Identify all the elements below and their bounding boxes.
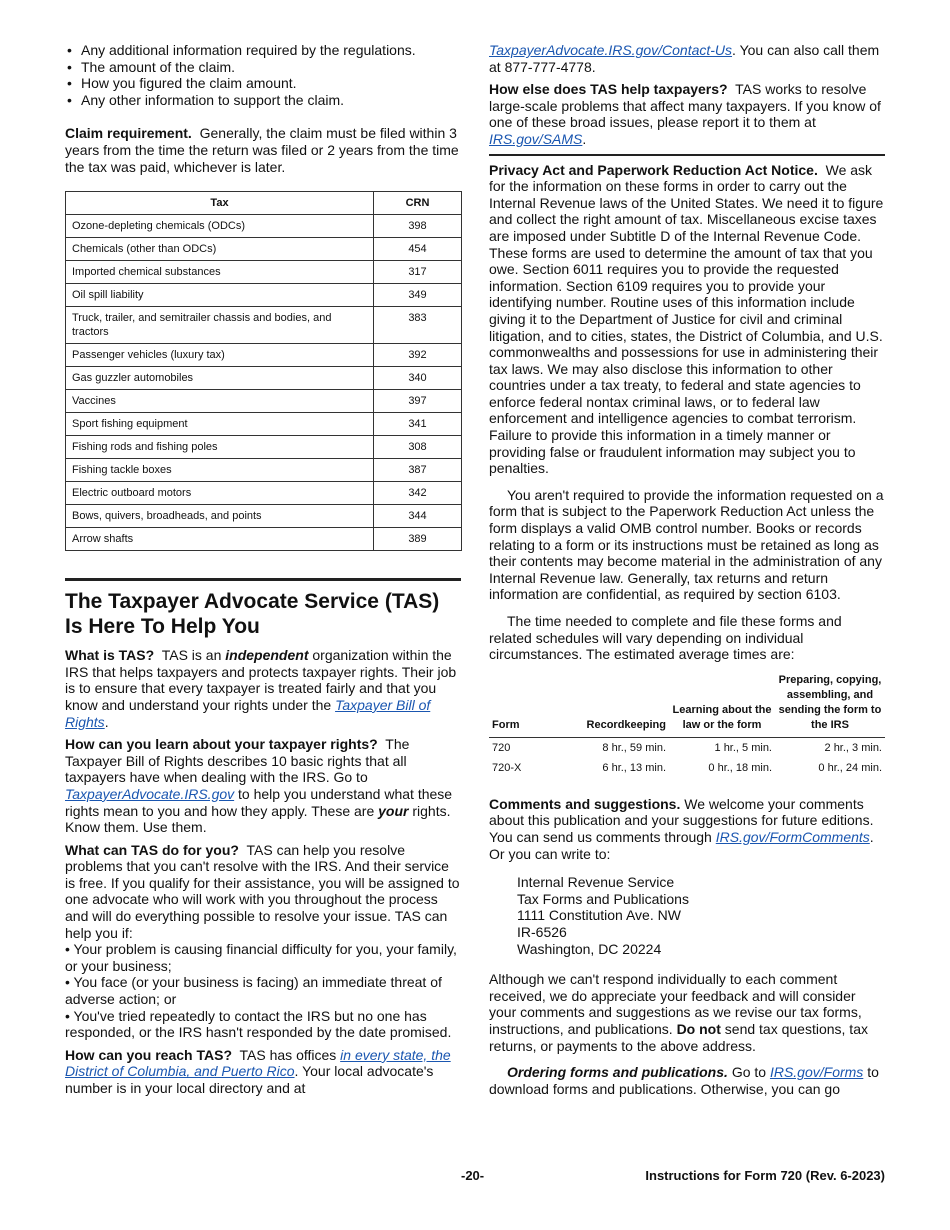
table-row: Arrow shafts 389	[66, 528, 462, 551]
reach-tas-paragraph: How can you reach TAS? TAS has offices in every state, the District of Columbia, and Puerto Rico. Your local advocate's number is in your local directory and at	[65, 1046, 451, 1096]
paperwork-paragraph: You aren't required to provide the information requested on a form that is subject to the Paperwork Reduction Act unless the form displays a valid OMB control number. Books or records relating to a form or its instructions must be retained as long as their contents may become material in the administration of any Internal Revenue law. Generally, tax returns and return information are confidential, as required by section 6103.	[489, 486, 884, 603]
table-row: Chemicals (other than ODCs) 454	[66, 238, 462, 261]
ordering-paragraph: Ordering forms and publications. Go to IRS.gov/Forms to download forms and publications. Otherwise, you can go	[489, 1064, 879, 1097]
table-row: Passenger vehicles (luxury tax) 392	[66, 344, 462, 367]
time-paragraph: The time needed to complete and file these forms and related schedules will vary depending on individual circumstances. The estimated average times are:	[489, 613, 842, 663]
what-can-tas-do-paragraph: What can TAS do for you? TAS can help you resolve problems that you can't resolve with the IRS. And their service is free. If you qualify for their assistance, you will be assigned to one advocate who will work with you throughout the process and will do everything possible to resolve your issue. TAS can help you if:	[65, 841, 460, 941]
table-row: Truck, trailer, and semitrailer chassis and bodies, and tractors 383	[66, 307, 462, 344]
section-divider	[489, 154, 885, 156]
sams-link[interactable]: IRS.gov/SAMS	[489, 130, 583, 147]
table-header-row: Form Recordkeeping Learning about the law or the form Preparing, copying, assembling, and sending the form to the IRS	[489, 671, 885, 738]
table-row: Bows, quivers, broadheads, and points 344	[66, 505, 462, 528]
else-help-paragraph: How else does TAS help taxpayers? TAS works to resolve large-scale problems that affect many taxpayers. If you know of one of these broad issues, please report it to them at IRS.gov/SAMS.	[489, 81, 881, 147]
tas-heading: The Taxpayer Advocate Service (TAS) Is Here To Help You	[65, 590, 440, 639]
claim-info-list	[65, 42, 461, 108]
list-item: • Any other information to support the claim.	[65, 92, 461, 109]
taxpayer-bill-of-rights-link[interactable]: Taxpayer Bill of Rights	[65, 696, 431, 730]
list-item: • How you figured the claim amount.	[65, 75, 461, 92]
privacy-paragraph: Privacy Act and Paperwork Reduction Act Notice. We ask for the information on these forms in order to carry out the Internal Revenue laws of the United States. We need it to figure and collect the right amount of tax. Miscellaneous excise taxes are imposed under Subtitle D of the Internal Revenue Code. These forms are used to determine the amount of tax that you owe. Section 6011 requires you to provide the requested information. Section 6109 requires you to provide your identifying number. Routine uses of this information include giving it to the Department of Justice for civil and criminal litigation, and to cities, states, the District of Columbia, and U.S. commonwealths and possessions for use in administering their tax laws. We may also disclose this information to other countries under a tax treaty, to federal and state agencies to enforce federal nontax criminal laws, or to federal law enforcement and intelligence agencies to combat terrorism. Failure to provide this information in a timely manner or providing false or fraudulent information may subject you to penalties.	[489, 161, 884, 477]
learn-rights-paragraph: How can you learn about your taxpayer rights? The Taxpayer Bill of Rights describes 10 basic rights that all taxpayers have when dealing with the IRS. Go to TaxpayerAdvocate.IRS.gov to help you understand what these rights mean to you and how they apply. These are your rights. Know them. Use them.	[65, 736, 453, 836]
table-row: Imported chemical substances 317	[66, 261, 462, 284]
list-item: • Any additional information required by the regulations.	[65, 42, 461, 59]
table-row: Electric outboard motors 342	[66, 482, 462, 505]
form-comments-link[interactable]: IRS.gov/FormComments	[715, 828, 870, 845]
claim-requirement-paragraph: Claim requirement. Generally, the claim must be filed within 3 years from the time the return was filed or 2 years from the time the tax was paid, whichever is later.	[65, 125, 459, 175]
right-column	[489, 42, 885, 1103]
table-row: 720 8 hr., 59 min. 1 hr., 5 min. 2 hr., 3 min.	[492, 741, 882, 754]
tas-help-list	[65, 941, 461, 1041]
table-row: Ozone-depleting chemicals (ODCs) 398	[66, 215, 462, 238]
document-title: Instructions for Form 720 (Rev. 6-2023)	[645, 1168, 885, 1183]
respond-paragraph: Although we can't respond individually to each comment received, we do appreciate your feedback and will consider your comments and suggestions as we revise our tax forms, instructions, and publications. Do not send tax questions, tax returns, or payments to the above address.	[489, 971, 868, 1054]
table-row: Fishing tackle boxes 387	[66, 459, 462, 482]
table-row: Gas guzzler automobiles 340	[66, 367, 462, 390]
left-column	[65, 42, 461, 1103]
comments-paragraph: Comments and suggestions. We welcome your comments about this publication and your suggestions for future editions. You can send us comments through IRS.gov/FormComments. Or you can write to:	[489, 795, 874, 862]
contact-paragraph: TaxpayerAdvocate.IRS.gov/Contact-Us. You can also call them at 877-777-4778.	[489, 42, 880, 75]
taxpayer-advocate-link[interactable]: TaxpayerAdvocate.IRS.gov	[65, 785, 235, 802]
table-header-row	[66, 192, 462, 215]
table-row: Oil spill liability 349	[66, 284, 462, 307]
column-header-tax: Tax	[66, 192, 374, 215]
list-item: • You face (or your business is facing) an immediate threat of adverse action; or	[65, 974, 442, 1008]
time-estimates-table	[489, 671, 885, 778]
crn-table	[65, 191, 462, 551]
irs-forms-link[interactable]: IRS.gov/Forms	[769, 1064, 864, 1081]
tas-offices-link[interactable]: in every state, the District of Columbia, and Puerto Rico	[65, 1046, 451, 1080]
table-row: Sport fishing equipment 341	[66, 413, 462, 436]
mailing-address: Internal Revenue Service Tax Forms and Publications 1111 Constitution Ave. NW IR-6526 Washington, DC 20224	[517, 874, 689, 957]
table-row: 720-X 6 hr., 13 min. 0 hr., 18 min. 0 hr., 24 min.	[492, 761, 882, 774]
table-row: Fishing rods and fishing poles 308	[66, 436, 462, 459]
what-is-tas-paragraph: What is TAS? TAS is an independent organization within the IRS that helps taxpayers and protects taxpayer rights. Their job is to ensure that every taxpayer is treated fairly and that you know and understand your rights under the Taxpayer Bill of Rights.	[65, 647, 457, 730]
column-header-crn: CRN	[374, 192, 462, 215]
table-row: Vaccines 397	[66, 390, 462, 413]
list-item: • You've tried repeatedly to contact the IRS but no one has responded, or the IRS hasn't responded by the date promised.	[65, 1007, 452, 1041]
list-item: • Your problem is causing financial difficulty for you, your family, or your business;	[65, 941, 457, 974]
contact-us-link[interactable]: TaxpayerAdvocate.IRS.gov/Contact-Us	[489, 42, 733, 58]
page-number: -20-	[461, 1168, 485, 1183]
section-divider	[65, 578, 461, 581]
list-item: • The amount of the claim.	[65, 59, 461, 76]
